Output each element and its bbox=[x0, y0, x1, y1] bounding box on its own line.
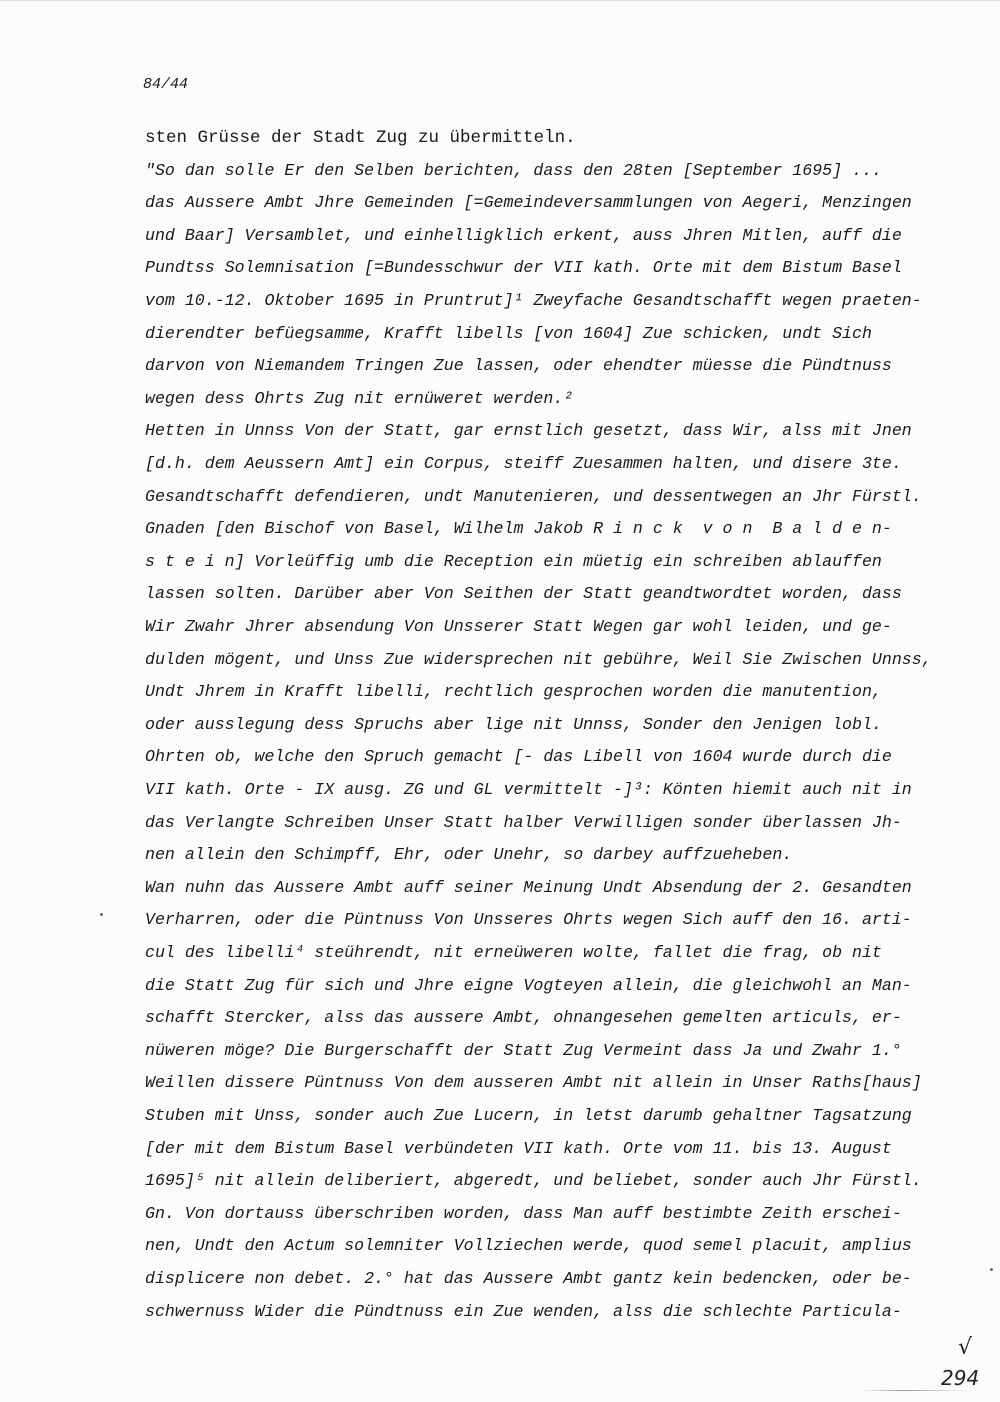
text-line: das Aussere Ambt Jhre Gemeinden [=Gemeindeversammlungen von Aegeri, Menzingen bbox=[145, 193, 912, 213]
handwritten-folio-number: 294 bbox=[941, 1366, 980, 1390]
text-line: wegen dess Ohrts Zug nit ernüweret werden.² bbox=[145, 388, 574, 408]
text-line: Wir Zwahr Jhrer absendung Von Unsserer Statt Wegen gar wohl leiden, und ge- bbox=[145, 617, 892, 636]
text-line: schafft Stercker, alss das aussere Ambt, ohnangesehen gemelten articuls, er- bbox=[145, 1008, 902, 1028]
text-line: cul des libelli⁴ steührendt, nit erneüweren wolte, fallet die frag, ob nit bbox=[145, 943, 882, 962]
text-line: vom 10.-12. Oktober 1695 in Pruntrut]¹ Zweyfache Gesandtschafft wegen praeten- bbox=[145, 291, 922, 310]
text-line: nen, Undt den Actum solemniter Vollziechen werde, quod semel placuit, amplius bbox=[145, 1236, 912, 1256]
text-line: 1695]⁵ nit allein deliberiert, abgeredt, und beliebet, sonder auch Jhr Fürstl. bbox=[145, 1171, 922, 1191]
text-line: Wan nuhn das Aussere Ambt auff seiner Meinung Undt Absendung der 2. Gesandten bbox=[145, 877, 912, 897]
text-line: und Baar] Versamblet, und einhelligklich erkent, auss Jhren Mitlen, auff die bbox=[145, 225, 902, 245]
text-line: Stuben mit Unss, sonder auch Zue Lucern, in letst darumb gehaltner Tagsatzung bbox=[145, 1106, 912, 1125]
text-line: s t e i n] Vorleüffig umb die Reception ein müetig ein schreiben ablauffen bbox=[145, 551, 882, 571]
text-line: darvon von Niemandem Tringen Zue lassen, oder ehendter müesse die Pündtnuss bbox=[145, 356, 892, 376]
text-line: "So dan solle Er den Selben berichten, dass den 28ten [September 1695] ... bbox=[145, 160, 882, 180]
text-line: Gesandtschafft defendieren, undt Manutenieren, und dessentwegen an Jhr Fürstl. bbox=[145, 486, 922, 506]
page-number: 84/44 bbox=[143, 76, 189, 93]
text-line: sten Grüsse der Stadt Zug zu übermitteln. bbox=[145, 128, 576, 148]
text-line: Gn. Von dortauss überschriben worden, dass Man auff bestimbte Zeith erschei- bbox=[145, 1203, 902, 1223]
text-line: Undt Jhrem in Krafft libelli, rechtlich gesprochen worden die manutention, bbox=[145, 682, 882, 702]
text-line: oder ausslegung dess Spruchs aber lige nit Unnss, Sonder den Jenigen lobl. bbox=[145, 714, 882, 734]
scan-edge bbox=[0, 0, 1000, 1]
text-line: dierendter befüegsamme, Krafft libells [von 1604] Zue schicken, undt Sich bbox=[145, 323, 872, 343]
text-line: Weillen dissere Püntnuss Von dem ausseren Ambt nit allein in Unser Raths[haus] bbox=[145, 1073, 922, 1093]
text-line: displicere non debet. 2.° hat das Aussere Ambt gantz kein bedencken, oder be- bbox=[145, 1269, 912, 1288]
text-line: VII kath. Orte - IX ausg. ZG und GL vermittelt -]³: Könten hiemit auch nit in bbox=[145, 780, 912, 799]
text-line: [der mit dem Bistum Basel verbündeten VII kath. Orte vom 11. bis 13. August bbox=[145, 1138, 892, 1158]
text-line: dulden mögent, und Unss Zue widersprechen nit gebühre, Weil Sie Zwischen Unnss, bbox=[145, 649, 932, 669]
text-line: Ohrten ob, welche den Spruch gemacht [- das Libell von 1604 wurde durch die bbox=[145, 747, 892, 767]
text-line: das Verlangte Schreiben Unser Statt halber Verwilligen sonder überlassen Jh- bbox=[145, 812, 902, 832]
scan-speck bbox=[100, 913, 103, 916]
text-line: schwernuss Wider die Pündtnuss ein Zue wenden, alss die schlechte Particula- bbox=[145, 1301, 902, 1321]
text-line: Hetten in Unnss Von der Statt, gar ernstlich gesetzt, dass Wir, alss mit Jnen bbox=[145, 421, 912, 441]
text-line: nen allein den Schimpff, Ehr, oder Unehr, so darbey auffzueheben. bbox=[145, 845, 793, 865]
handwritten-check-mark: √ bbox=[958, 1335, 973, 1360]
text-line: die Statt Zug für sich und Jhre eigne Vogteyen allein, die gleichwohl an Man- bbox=[145, 975, 912, 995]
text-line: Gnaden [den Bischof von Basel, Wilhelm Jakob R i n c k v o n B a l d e n- bbox=[145, 519, 892, 539]
text-line: lassen solten. Darüber aber Von Seithen der Statt geandtwordtet worden, dass bbox=[145, 584, 902, 604]
scan-speck bbox=[990, 1268, 993, 1271]
text-line: Pundtss Solemnisation [=Bundesschwur der VII kath. Orte mit dem Bistum Basel bbox=[145, 258, 902, 278]
text-line: Verharren, oder die Püntnuss Von Unsseres Ohrts wegen Sich auff den 16. arti- bbox=[145, 910, 912, 930]
text-line: [d.h. dem Aeussern Amt] ein Corpus, steiff Zuesammen halten, und disere 3te. bbox=[145, 454, 902, 473]
text-line: nüweren möge? Die Burgerschafft der Statt Zug Vermeint dass Ja und Zwahr 1.° bbox=[145, 1040, 902, 1060]
footer-rule bbox=[860, 1390, 970, 1391]
